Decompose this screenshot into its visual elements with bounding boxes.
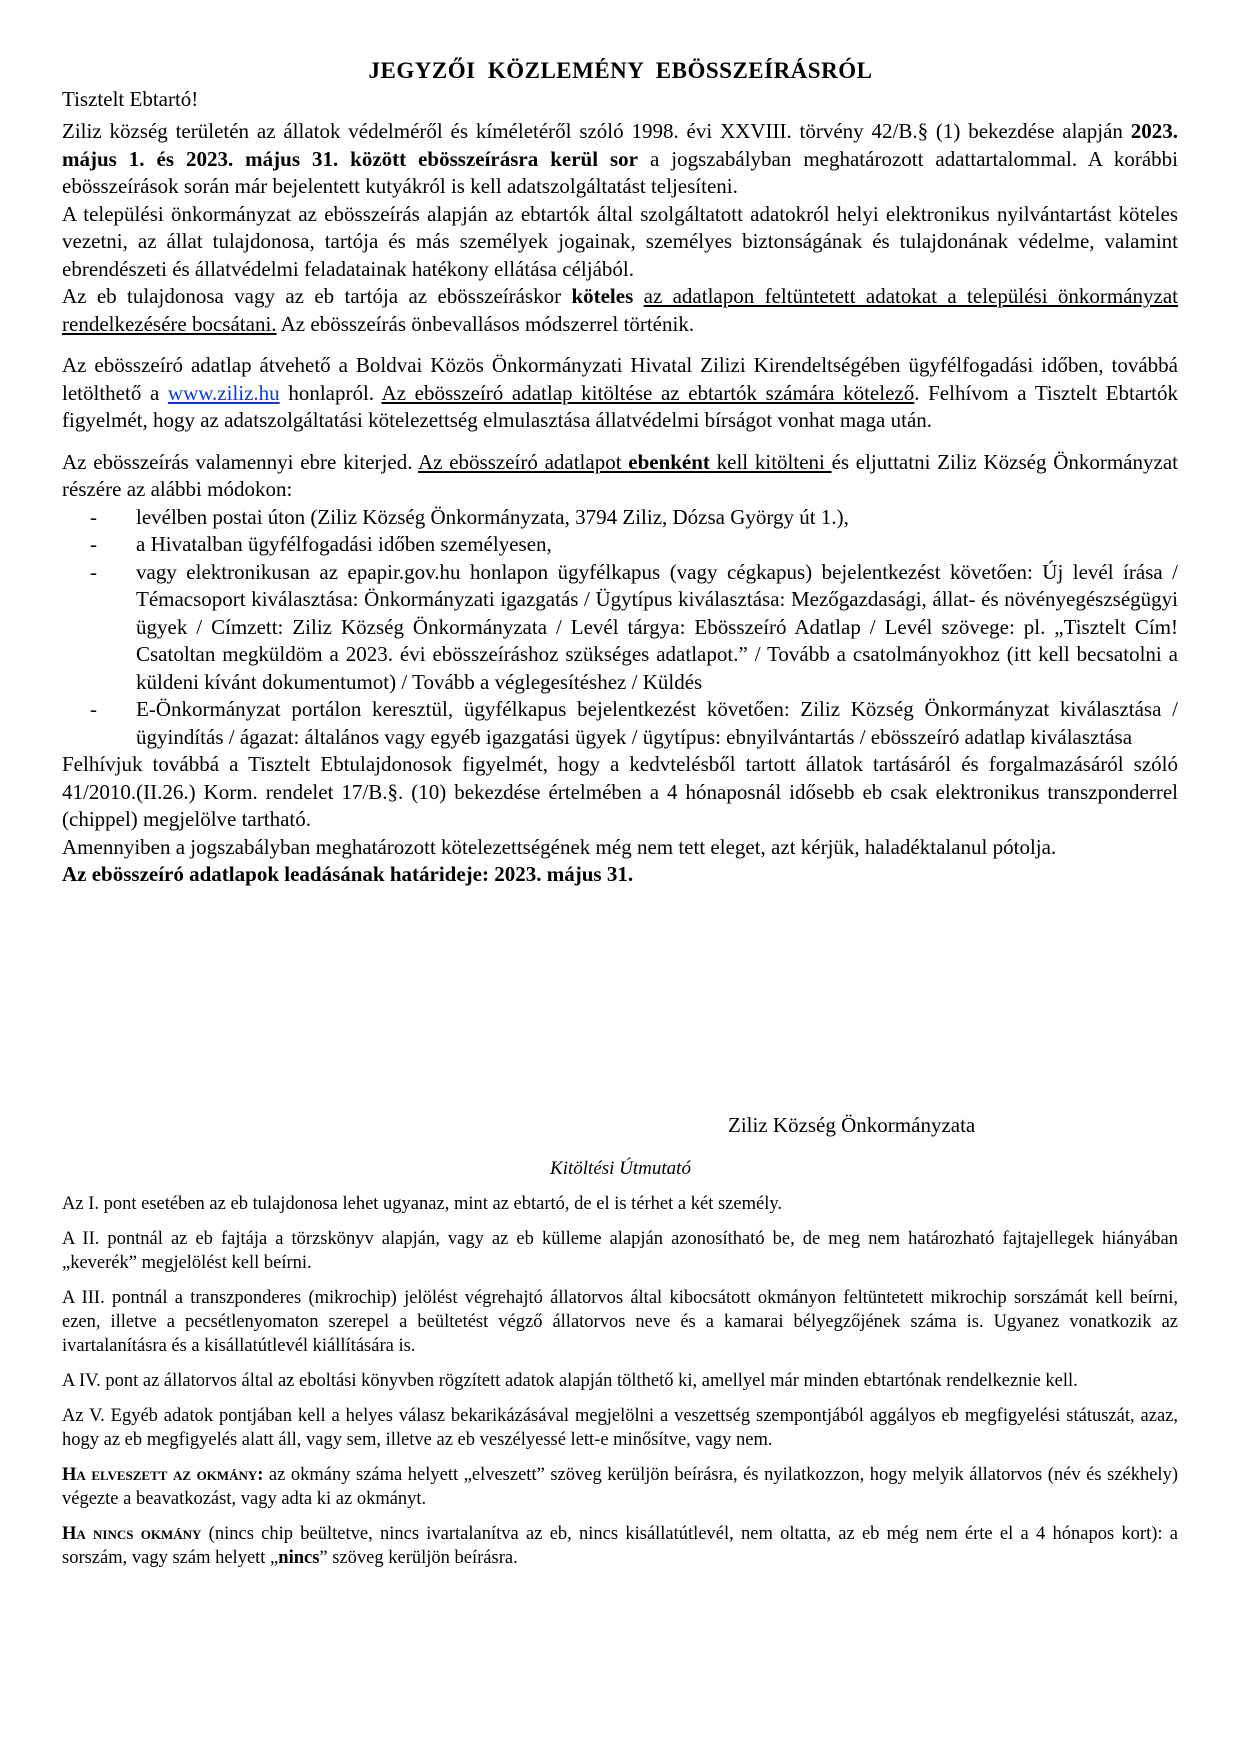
list-item (62, 531, 1178, 559)
list-dash: - (90, 697, 97, 721)
list-item-text: levélben postai úton (Ziliz Község Önkormányzata, 3794 Ziliz, Dózsa György út 1.), (136, 504, 849, 529)
list-item-text: a Hivatalban ügyfélfogadási időben személyesen, (136, 532, 552, 556)
list-item (62, 559, 1178, 697)
paragraph-text: honlapról. (279, 380, 382, 405)
paragraph-registry: A települési önkormányzat az ebösszeírás alapján az ebtartók által szolgáltatott adatokról helyi elektronikus nyilvántartást köteles vezetni, az állat tulajdonosa, tartója és más személyek jogainak, személyes biztonságának és tulajdonának védelme, valamint ebrendészeti és állatvédelmi feladatainak hatékony ellátása céljából. (62, 201, 1178, 281)
no-document-heading: Ha nincs okmány (62, 1524, 202, 1544)
paragraph-text: Az ebösszeírás valamennyi ebre kiterjed. (62, 449, 419, 474)
guide-item-lost-document: Ha elveszett az okmány: az okmány száma helyett „elveszett” szöveg kerüljön beírásra, és nyilatkozzon, hogy melyik állatorvos (név és székhely) végezte a beavatkozást, vagy adta ki az okmányt. (62, 1465, 1178, 1509)
per-dog-underlined: Az ebösszeíró adatlapot ebenként kell kitölteni (418, 449, 832, 474)
document-title: JEGYZŐI KÖZLEMÉNY EBÖSSZEÍRÁSRÓL (368, 58, 873, 83)
paragraph-request: Amennyiben a jogszabályban meghatározott kötelezettségének még nem tett eleget, azt kérjük, haladéktalanul pótolja. (62, 834, 1057, 859)
signature: Ziliz Község Önkormányzata (728, 1113, 976, 1137)
guide-item-3: A III. pontnál a transzponderes (mikrochip) jelölést végrehajtó állatorvos által kibocsátott okmányon feltüntetett mikrochip sorszámát kell beírni, ezen, illetve a pecsétlenyomaton szerepel a beültetést végző állatorvos neve és a kamarai bélyegzőjének száma is. Ugyanez vonatkozik az ivartalanításra és a kisállatútlevél kiállítására is. (62, 1288, 1178, 1356)
none-word: nincs (278, 1548, 320, 1568)
paragraph-law-basis (62, 118, 1178, 201)
paragraph-obligation (62, 283, 1178, 338)
list-dash: - (90, 504, 97, 529)
survey-dates: 2023. május 1. és 2023. május 31. között ebösszeírásra kerül sor (62, 119, 1178, 171)
list-item (62, 504, 1178, 532)
lost-document-heading: Ha elveszett az okmány: (62, 1465, 264, 1485)
guide-item-no-document: Ha nincs okmány (nincs chip beültetve, nincs ivartalanítva az eb, nincs kisállatútlevél, nem oltatta, az eb még nem érte el a 4 hónapos kort): a sorszám, vagy szám helyett „nincs” szöveg kerüljön beírásra. (62, 1524, 1178, 1568)
list-item-text: vagy elektronikusan az epapir.gov.hu honlapon ügyfélkapus (vagy cégkapus) bejelentkezést követően: Új levél írása / Témacsoport kiválasztása: Önkormányzati igazgatás / Ügytípus kiválasztása: Mezőgazdasági, állat- és növényegészségügyi ügyek / Címzett: Ziliz Község Önkormányzata / Levél tárgya: Ebösszeíró Adatlap / Levél szövege: pl. „Tisztelt Cím! Csatoltan megküldöm a 2023. évi ebösszeíráshoz szükséges adatlapot.” / Tovább a csatolmányokhoz (itt kell becsatolni a küldeni kívánt dokumentumot) / Tovább a véglegesítéshez / Küldés (136, 559, 1178, 694)
website-link[interactable]: www.ziliz.hu (167, 380, 280, 405)
paragraph-text: Az ebösszeírás önbevallásos módszerrel történik. (276, 311, 695, 336)
paragraph-form-availability (62, 352, 1178, 435)
guide-item-5: Az V. Egyéb adatok pontjában kell a helyes válasz bekarikázásával megjelölni a veszettség szempontjából aggályos eb megfigyelési státuszát, azaz, hogy az eb megfigyelés alatt áll, vagy sem, illetve az eb veszélyessé lett-e minősítve, vagy nem. (62, 1406, 1178, 1450)
mandatory-underlined: Az ebösszeíró adatlap kitöltése az ebtartók számára kötelező (381, 380, 915, 405)
guide-item-4: A IV. pont az állatorvos által az eboltási könyvben rögzített adatok alapján tölthető ki, amellyel már minden ebtartónak rendelkeznie kell. (62, 1371, 1078, 1391)
guide-instructions (62, 1192, 1178, 1581)
obligation-underlined: az adatlapon feltüntetett adatokat a települési önkormányzat rendelkezésére bocsátani. (62, 284, 1178, 336)
obligation-word: köteles (571, 284, 634, 308)
guide-item-1: Az I. pont esetében az eb tulajdonosa lehet ugyanaz, mint az ebtartó, de el is térhet a két személy. (62, 1194, 783, 1214)
paragraph-text: . Felhívom a Tisztelt Ebtartók figyelmét, hogy az adatszolgáltatási kötelezettség elmulasztása állatvédelmi bírságot vonhat maga után. (62, 380, 1179, 432)
list-dash: - (90, 532, 97, 556)
paragraph-chip-requirement: Felhívjuk továbbá a Tisztelt Ebtulajdonosok figyelmét, hogy a kedvtelésből tartott állatok tartásáról és forgalmazásáról szóló 41/2010.(II.26.) Korm. rendelet 17/B.§. (10) bekezdése értelmében a 4 hónaposnál idősebb eb csak elektronikus transzponderrel (chippel) megjelölve tartható. (62, 752, 1178, 831)
paragraph-text: Az ebösszeíró adatlap átvehető a Boldvai Közös Önkormányzati Hivatal Zilizi Kirendeltségében ügyfélfogadási időben, továbbá letölthető a (62, 353, 1178, 405)
list-item-text: E-Önkormányzat portálon keresztül, ügyfélkapus bejelentkezést követően: Ziliz Község Önkormányzat kiválasztása / ügyindítás / ágazat: általános vagy egyéb igazgatási ügyek / ügytípus: ebnyilvántartás / ebösszeíró adatlap kiválasztása (136, 697, 1178, 749)
paragraph-scope (62, 449, 1178, 504)
greeting: Tisztelt Ebtartó! (62, 87, 199, 111)
paragraph-text: a jogszabályban meghatározott adattartalommal. A korábbi ebösszeírások során már bejelentett kutyákról is kell adatszolgáltatást teljesíteni. (62, 146, 1178, 198)
main-body (62, 118, 1178, 889)
paragraph-text: Az eb tulajdonosa vagy az eb tartója az ebösszeíráskor (62, 284, 572, 308)
submission-methods-list (62, 504, 1178, 752)
deadline-notice: Az ebösszeíró adatlapok leadásának határideje: 2023. május 31. (62, 862, 634, 886)
list-dash: - (90, 559, 97, 584)
list-item (62, 696, 1178, 751)
paragraph-text: Ziliz község területén az állatok védelméről és kíméletéről szóló 1998. évi XXVIII. törvény 42/B.§ (1) bekezdése alapján (62, 119, 1131, 143)
guide-title: Kitöltési Útmutató (550, 1158, 691, 1179)
paragraph-text: és eljuttatni Ziliz Község Önkormányzat részére az alábbi módokon: (62, 449, 1178, 501)
guide-item-2: A II. pontnál az eb fajtája a törzskönyv alapján, vagy az eb külleme alapján azonosítható be, de meg nem határozható fajtajellegek hiányában „keverék” megjelölést kell beírni. (62, 1229, 1178, 1273)
per-dog-word: ebenként (628, 449, 710, 474)
